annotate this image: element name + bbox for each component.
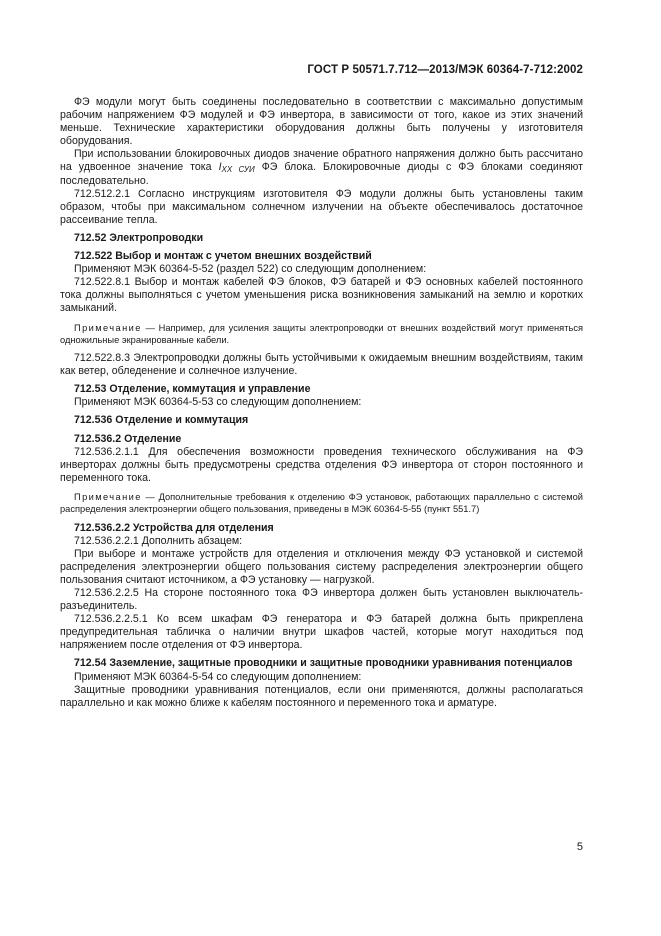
document-body: [60, 96, 583, 710]
note-text: — Например, для усиления защиты электропроводки от внешних воздействий могут применяться одножильные экранированные кабели.: [60, 322, 583, 345]
paragraph: 712.522.8.3 Электропроводки должны быть устойчивыми к ожидаемым внешним воздействиям, таким как ветер, обледенение и солнечное излучение.: [60, 352, 583, 378]
current-symbol: I: [218, 161, 222, 174]
current-subscript: ХХ СУИ: [221, 165, 255, 175]
paragraph: Защитные проводники уравнивания потенциалов, если они применяются, должны располагаться параллельно и как можно ближе к кабелям постоянного и переменного тока и арматуре.: [60, 683, 583, 709]
paragraph: Применяют МЭК 60364-5-53 со следующим дополнением:: [74, 396, 362, 409]
paragraph-text: ФЭ блока. Блокировочные диоды с ФЭ блоками соединяют последовательно.: [60, 161, 583, 187]
paragraph: При выборе и монтаже устройств для отделения и отключения между ФЭ установкой и системой распределения электроэнергии общего пользования систему распределения электроэнергии общего пользования считают источником, а ФЭ установку — нагрузкой.: [60, 547, 583, 586]
paragraph: Применяют МЭК 60364-5-52 (раздел 522) со следующим дополнением:: [74, 263, 427, 276]
paragraph: 712.536.2.2.5 На стороне постоянного тока ФЭ инвертора должен быть установлен выключатель-разъединитель.: [60, 587, 583, 613]
subsection-heading: 712.536 Отделение и коммутация: [74, 414, 249, 427]
paragraph: Применяют МЭК 60364-5-54 со следующим дополнением:: [74, 670, 362, 683]
paragraph: 712.536.2.1.1 Для обеспечения возможности проведения технического обслуживания на ФЭ инверторах должны быть предусмотрены средства отделения ФЭ инвертора от сторон постоянного и переменного тока.: [60, 445, 583, 484]
paragraph: 712.536.2.2.1 Дополнить абзацем:: [74, 534, 243, 547]
paragraph-text: При использовании блокировочных диодов значение обратного напряжения должно быть рассчитано на удвоенное значение тока: [60, 148, 583, 174]
document-header: ГОСТ Р 50571.7.712—2013/МЭК 60364-7-712:2002: [307, 64, 583, 76]
note-label: Примечание: [74, 322, 142, 333]
subsection-heading: 712.536.2 Отделение: [74, 432, 182, 445]
section-heading: 712.54 Заземление, защитные проводники и защитные проводники уравнивания потенциалов: [74, 657, 573, 670]
section-heading: 712.53 Отделение, коммутация и управление: [74, 383, 311, 396]
note: [60, 491, 583, 516]
paragraph: 712.512.2.1 Согласно инструкциям изготовителя ФЭ модули должны быть установлены таким образом, чтобы при максимальном солнечном излучении на объекте обеспечивалось достаточное рассеивание тепла.: [60, 187, 583, 226]
subsection-heading: 712.522 Выбор и монтаж с учетом внешних воздействий: [74, 250, 372, 263]
section-heading: 712.52 Электропроводки: [74, 231, 204, 244]
paragraph: 712.522.8.1 Выбор и монтаж кабелей ФЭ блоков, ФЭ батарей и ФЭ основных кабелей постоянного тока должны выполняться с учетом уменьшения риска возникновения замыканий на землю и коротких замыканий.: [60, 276, 583, 315]
paragraph: ФЭ модули могут быть соединены последовательно в соответствии с максимально допустимым рабочим напряжением ФЭ модулей и ФЭ инвертора, в зависимости от того, какое из этих значений меньше. Технические характеристики оборудования должны быть получены у изготовителя оборудования.: [60, 96, 583, 148]
note-text: — Дополнительные требования к отделению ФЭ установок, работающих параллельно с системой распределения электроэнергии общего пользования, приведены в МЭК 60364-5-55 (пункт 551.7): [60, 491, 583, 515]
page-number: 5: [576, 841, 583, 853]
note: [60, 322, 583, 347]
paragraph: 712.536.2.2.5.1 Ко всем шкафам ФЭ генератора и ФЭ батарей должна быть прикреплена предупредительная табличка о наличии внутри шкафов частей, которые могут находиться под напряжением после отделения от ФЭ инвертора.: [60, 613, 583, 652]
paragraph-blocking-diodes: [60, 148, 583, 187]
subsection-heading: 712.536.2.2 Устройства для отделения: [74, 521, 274, 534]
note-label: Примечание: [74, 491, 142, 502]
